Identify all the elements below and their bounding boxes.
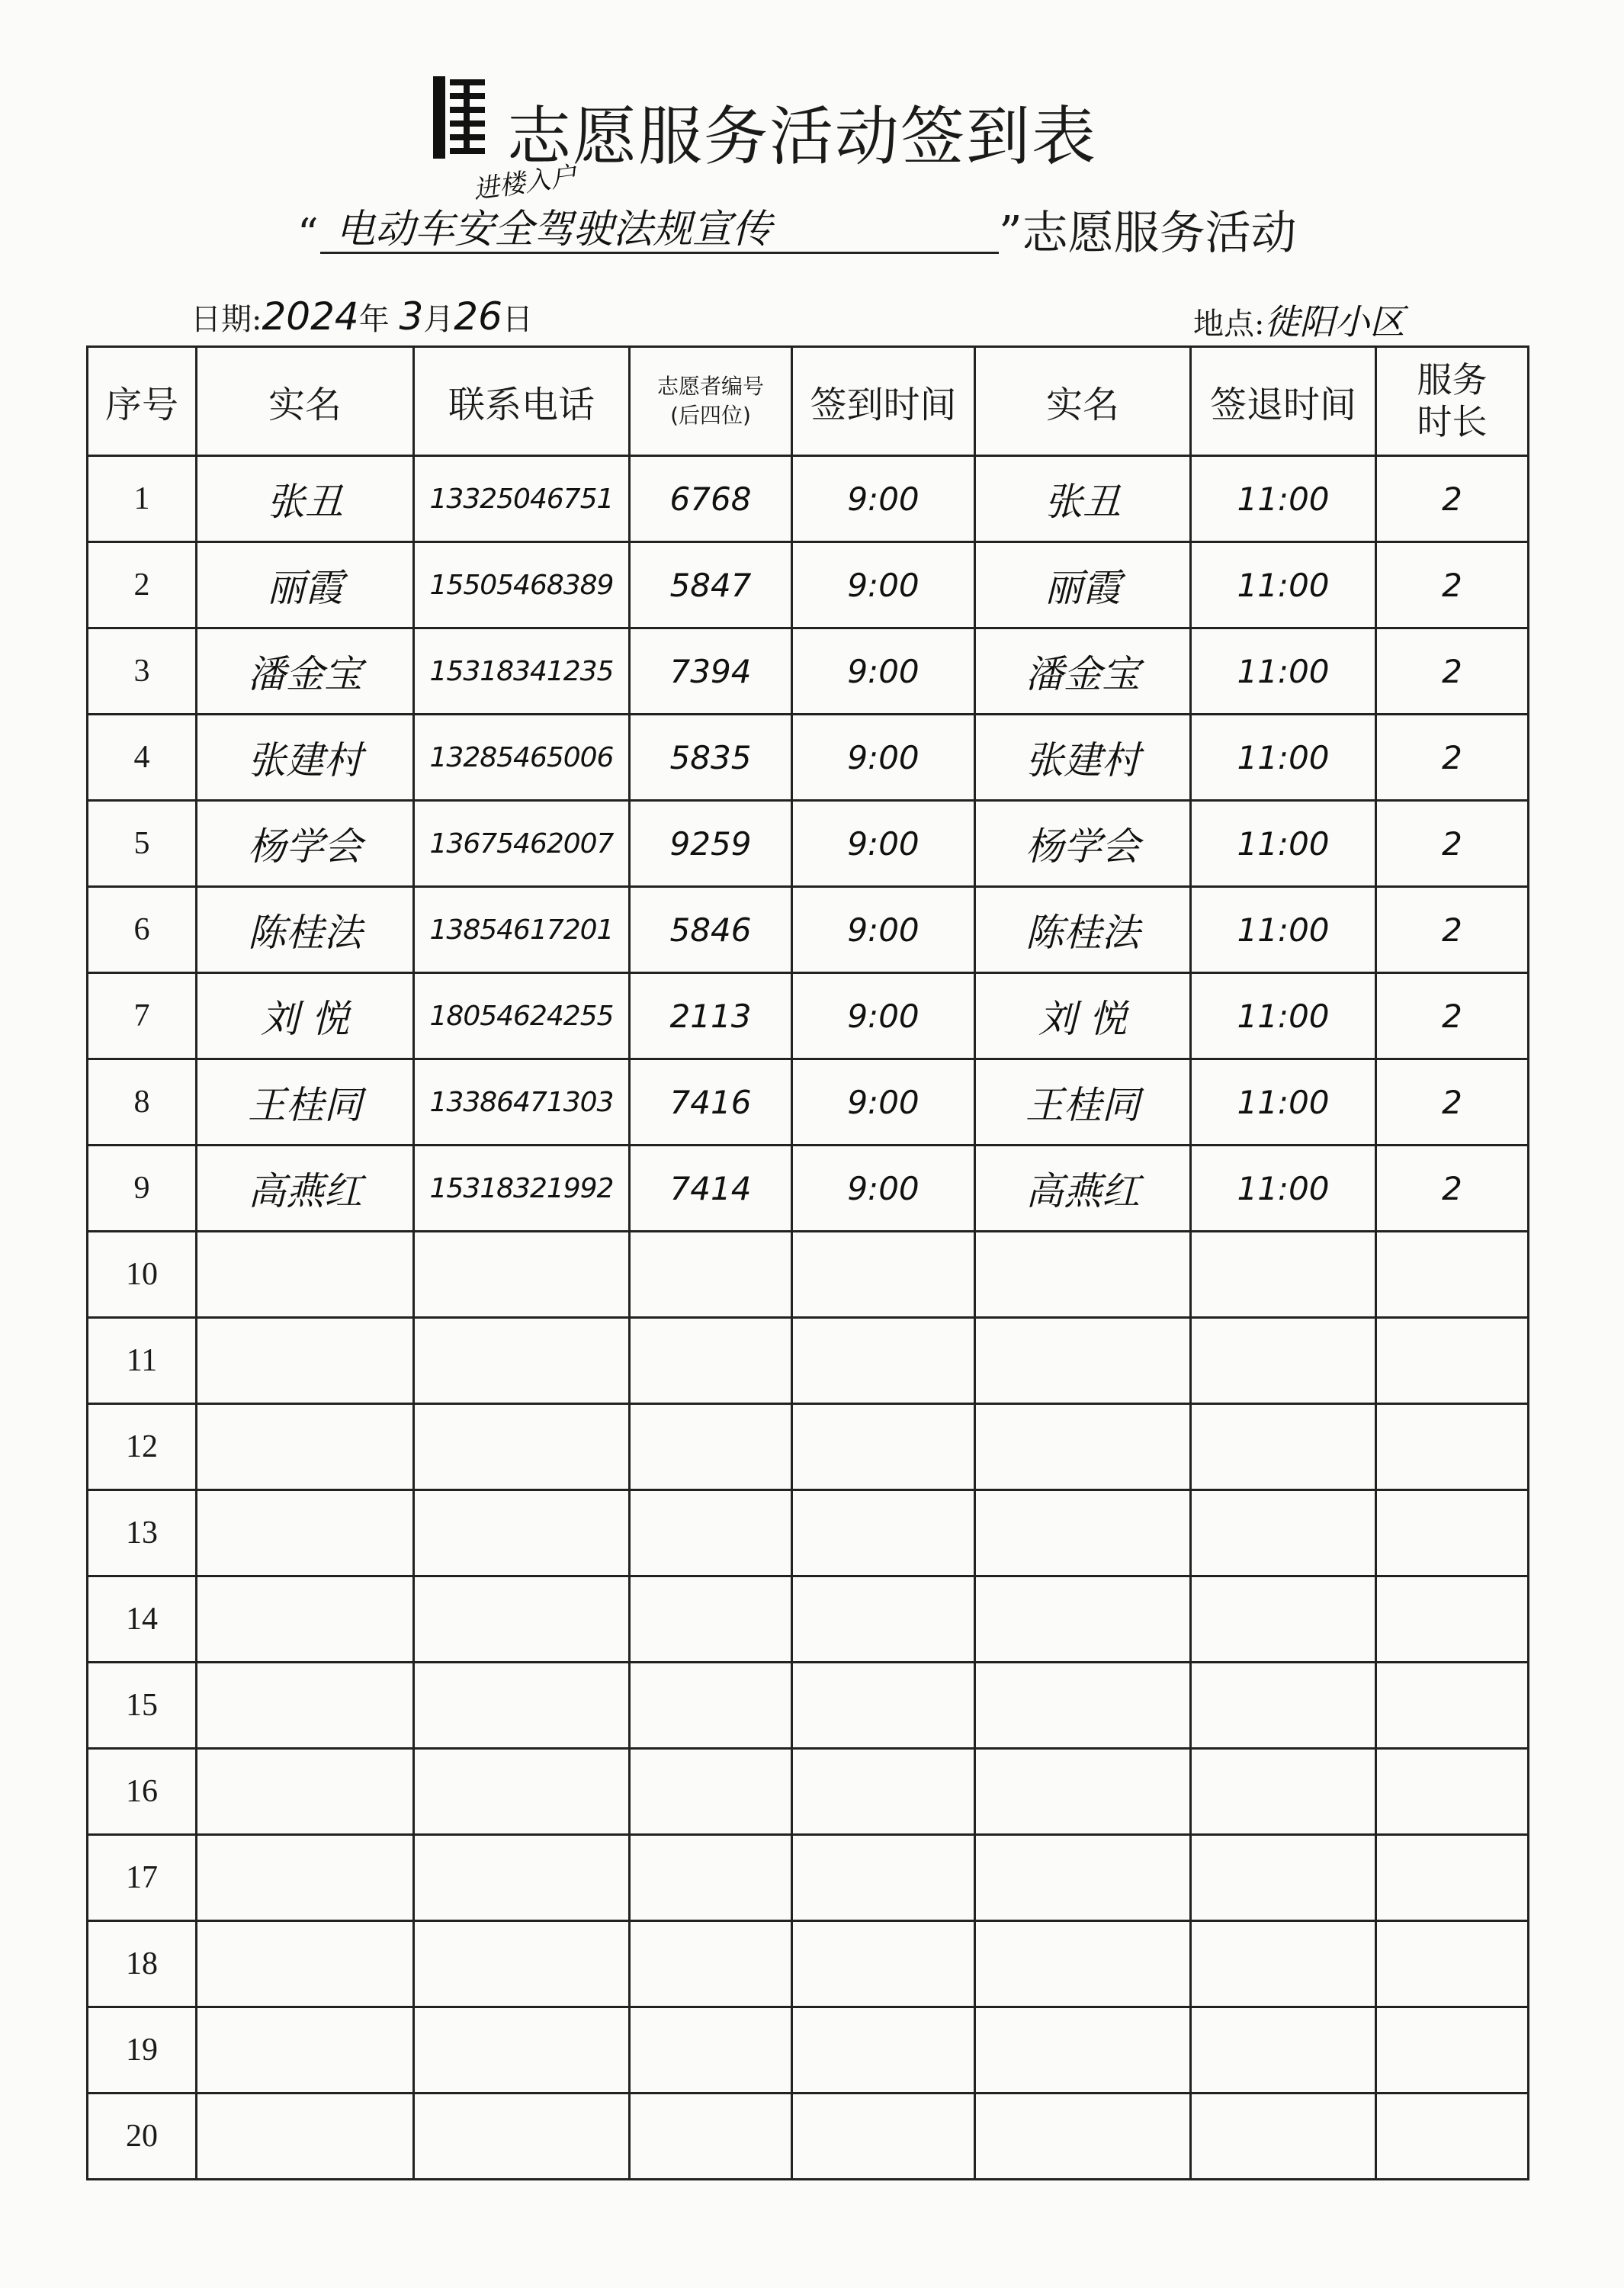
- table-header-row: [88, 347, 1529, 456]
- cell-phone: [414, 1490, 630, 1576]
- cell-name: [197, 1318, 414, 1404]
- cell-name: 杨学会: [197, 801, 414, 887]
- cell-phone: 15318321992: [414, 1146, 630, 1232]
- cell-name: [197, 2094, 414, 2180]
- cell-sign-in-time: 9:00: [792, 1059, 975, 1146]
- cell-sign-in-time: [792, 1232, 975, 1318]
- cell-sign-in-time: [792, 1663, 975, 1749]
- cell-name: [197, 1749, 414, 1835]
- header-volunteer-id-line2: (后四位): [670, 403, 751, 428]
- cell-sign-out-time: [1191, 1318, 1376, 1404]
- cell-duration: [1376, 1663, 1529, 1749]
- row-index: 14: [88, 1576, 197, 1663]
- cell-phone: 13325046751: [414, 456, 630, 542]
- cell-name-out: [975, 1663, 1191, 1749]
- row-index: 9: [88, 1146, 197, 1232]
- cell-sign-in-time: [792, 1835, 975, 1921]
- row-index: 5: [88, 801, 197, 887]
- activity-suffix: ”志愿服务活动: [999, 207, 1297, 260]
- date-day-unit: 日: [502, 302, 533, 337]
- header-duration-line1: 服务: [1417, 358, 1488, 400]
- cell-duration: [1376, 2094, 1529, 2180]
- cell-duration: 2: [1376, 628, 1529, 715]
- row-index: 12: [88, 1404, 197, 1490]
- activity-underline: [320, 252, 999, 254]
- cell-duration: 2: [1376, 456, 1529, 542]
- cell-sign-in-time: 9:00: [792, 456, 975, 542]
- row-index: 2: [88, 542, 197, 628]
- cell-duration: 2: [1376, 1059, 1529, 1146]
- row-index: 3: [88, 628, 197, 715]
- date-day: 26: [454, 294, 502, 339]
- cell-name: [197, 1835, 414, 1921]
- cell-volunteer-id: 6768: [630, 456, 792, 542]
- cell-sign-out-time: [1191, 1490, 1376, 1576]
- cell-phone: [414, 1404, 630, 1490]
- header-name: 实名: [197, 347, 414, 456]
- cell-sign-out-time: 11:00: [1191, 715, 1376, 801]
- cell-sign-in-time: [792, 1490, 975, 1576]
- cell-sign-in-time: 9:00: [792, 1146, 975, 1232]
- cell-name-out: 张丑: [975, 456, 1191, 542]
- table-row: [88, 801, 1529, 887]
- cell-volunteer-id: 7416: [630, 1059, 792, 1146]
- cell-name: 潘金宝: [197, 628, 414, 715]
- cell-sign-out-time: [1191, 1921, 1376, 2007]
- cell-name: [197, 1490, 414, 1576]
- cell-name-out: [975, 1576, 1191, 1663]
- row-index: 7: [88, 973, 197, 1059]
- table-row: [88, 1318, 1529, 1404]
- cell-volunteer-id: [630, 1404, 792, 1490]
- cell-duration: [1376, 1490, 1529, 1576]
- cell-duration: 2: [1376, 1146, 1529, 1232]
- cell-name: 张建村: [197, 715, 414, 801]
- cell-phone: [414, 1835, 630, 1921]
- location-label: 地点:: [1193, 307, 1265, 342]
- cell-name-out: 潘金宝: [975, 628, 1191, 715]
- row-index: 6: [88, 887, 197, 973]
- cell-volunteer-id: [630, 2094, 792, 2180]
- cell-phone: 13386471303: [414, 1059, 630, 1146]
- page-title: 志愿服务活动签到表: [507, 99, 1098, 174]
- table-row: [88, 2007, 1529, 2094]
- cell-phone: [414, 2094, 630, 2180]
- location-field: [1193, 294, 1404, 345]
- cell-sign-out-time: [1191, 2094, 1376, 2180]
- row-index: 13: [88, 1490, 197, 1576]
- row-index: 17: [88, 1835, 197, 1921]
- cell-sign-out-time: 11:00: [1191, 456, 1376, 542]
- cell-name: 陈桂法: [197, 887, 414, 973]
- table-row: [88, 628, 1529, 715]
- cell-phone: 13854617201: [414, 887, 630, 973]
- cell-sign-in-time: [792, 1749, 975, 1835]
- cell-phone: [414, 1663, 630, 1749]
- cell-sign-out-time: [1191, 1576, 1376, 1663]
- date-label: 日期:: [191, 302, 262, 337]
- header-phone: 联系电话: [414, 347, 630, 456]
- table-row: [88, 1835, 1529, 1921]
- cell-sign-in-time: [792, 1921, 975, 2007]
- table-row: [88, 2094, 1529, 2180]
- volunteer-logo-icon: [433, 76, 488, 159]
- cell-phone: [414, 1921, 630, 2007]
- cell-sign-out-time: 11:00: [1191, 973, 1376, 1059]
- header-sign-in-time: 签到时间: [792, 347, 975, 456]
- row-index: 10: [88, 1232, 197, 1318]
- table-row: [88, 1146, 1529, 1232]
- table-row: [88, 1404, 1529, 1490]
- cell-volunteer-id: 5835: [630, 715, 792, 801]
- table-row: [88, 715, 1529, 801]
- cell-name-out: [975, 1921, 1191, 2007]
- activity-open-quote: “: [297, 210, 319, 258]
- table-row: [88, 1232, 1529, 1318]
- cell-sign-in-time: [792, 1576, 975, 1663]
- cell-sign-out-time: 11:00: [1191, 1059, 1376, 1146]
- cell-phone: 13285465006: [414, 715, 630, 801]
- cell-name: [197, 1576, 414, 1663]
- cell-phone: 13675462007: [414, 801, 630, 887]
- cell-volunteer-id: [630, 1835, 792, 1921]
- cell-sign-in-time: [792, 2094, 975, 2180]
- table-row: [88, 1059, 1529, 1146]
- cell-name-out: [975, 1490, 1191, 1576]
- cell-duration: [1376, 1835, 1529, 1921]
- activity-name: 电动车安全驾驶法规宣传: [335, 207, 772, 252]
- cell-name: 丽霞: [197, 542, 414, 628]
- cell-sign-in-time: [792, 2007, 975, 2094]
- cell-name-out: [975, 1404, 1191, 1490]
- cell-volunteer-id: [630, 1749, 792, 1835]
- location-value: 徙阳小区: [1264, 301, 1405, 342]
- cell-volunteer-id: [630, 1663, 792, 1749]
- cell-duration: 2: [1376, 887, 1529, 973]
- cell-sign-out-time: 11:00: [1191, 628, 1376, 715]
- cell-volunteer-id: 7414: [630, 1146, 792, 1232]
- table-row: [88, 1749, 1529, 1835]
- cell-volunteer-id: [630, 1232, 792, 1318]
- cell-name: [197, 1232, 414, 1318]
- cell-sign-out-time: [1191, 1663, 1376, 1749]
- cell-phone: [414, 1232, 630, 1318]
- cell-sign-out-time: 11:00: [1191, 801, 1376, 887]
- date-year-unit: 年: [358, 302, 390, 337]
- cell-name: 王桂同: [197, 1059, 414, 1146]
- cell-name-out: [975, 1749, 1191, 1835]
- cell-duration: [1376, 1232, 1529, 1318]
- cell-phone: 15318341235: [414, 628, 630, 715]
- cell-sign-out-time: 11:00: [1191, 1146, 1376, 1232]
- cell-phone: [414, 1318, 630, 1404]
- table-row: [88, 1921, 1529, 2007]
- cell-name-out: [975, 2094, 1191, 2180]
- cell-sign-out-time: [1191, 1232, 1376, 1318]
- cell-name: [197, 1663, 414, 1749]
- cell-name: [197, 2007, 414, 2094]
- cell-name: 高燕红: [197, 1146, 414, 1232]
- cell-name-out: [975, 2007, 1191, 2094]
- cell-sign-out-time: [1191, 1404, 1376, 1490]
- date-month: 3: [399, 294, 424, 339]
- cell-sign-out-time: 11:00: [1191, 542, 1376, 628]
- cell-sign-out-time: [1191, 1835, 1376, 1921]
- date-field: [191, 294, 533, 339]
- cell-volunteer-id: [630, 1490, 792, 1576]
- row-index: 16: [88, 1749, 197, 1835]
- table-row: [88, 973, 1529, 1059]
- header-duration-line2: 时长: [1417, 401, 1488, 442]
- cell-volunteer-id: 7394: [630, 628, 792, 715]
- header-name-out: 实名: [975, 347, 1191, 456]
- cell-sign-in-time: [792, 1404, 975, 1490]
- cell-phone: 18054624255: [414, 973, 630, 1059]
- header-volunteer-id-line1: 志愿者编号: [656, 374, 764, 400]
- cell-phone: 15505468389: [414, 542, 630, 628]
- cell-sign-in-time: 9:00: [792, 715, 975, 801]
- cell-duration: [1376, 1404, 1529, 1490]
- cell-name-out: 陈桂法: [975, 887, 1191, 973]
- header-sign-out-time: 签退时间: [1191, 347, 1376, 456]
- row-index: 8: [88, 1059, 197, 1146]
- table-row: [88, 542, 1529, 628]
- cell-duration: [1376, 1749, 1529, 1835]
- cell-name: [197, 1404, 414, 1490]
- cell-phone: [414, 2007, 630, 2094]
- cell-volunteer-id: [630, 1318, 792, 1404]
- row-index: 19: [88, 2007, 197, 2094]
- cell-name-out: [975, 1318, 1191, 1404]
- cell-duration: [1376, 1576, 1529, 1663]
- row-index: 18: [88, 1921, 197, 2007]
- cell-name: [197, 1921, 414, 2007]
- table-row: [88, 887, 1529, 973]
- cell-name-out: [975, 1835, 1191, 1921]
- cell-name-out: 张建村: [975, 715, 1191, 801]
- row-index: 20: [88, 2094, 197, 2180]
- header-duration: [1376, 347, 1529, 456]
- cell-volunteer-id: 5846: [630, 887, 792, 973]
- header-index: 序号: [88, 347, 197, 456]
- cell-volunteer-id: 5847: [630, 542, 792, 628]
- cell-duration: [1376, 1921, 1529, 2007]
- cell-duration: 2: [1376, 973, 1529, 1059]
- cell-sign-out-time: [1191, 1749, 1376, 1835]
- cell-sign-in-time: 9:00: [792, 628, 975, 715]
- cell-duration: [1376, 2007, 1529, 2094]
- cell-name: 张丑: [197, 456, 414, 542]
- table-row: [88, 1663, 1529, 1749]
- cell-phone: [414, 1749, 630, 1835]
- cell-name-out: 高燕红: [975, 1146, 1191, 1232]
- cell-volunteer-id: [630, 2007, 792, 2094]
- cell-duration: 2: [1376, 542, 1529, 628]
- cell-sign-in-time: 9:00: [792, 801, 975, 887]
- cell-name: 刘 悦: [197, 973, 414, 1059]
- row-index: 11: [88, 1318, 197, 1404]
- cell-sign-in-time: 9:00: [792, 973, 975, 1059]
- cell-volunteer-id: 2113: [630, 973, 792, 1059]
- table-row: [88, 456, 1529, 542]
- table-row: [88, 1490, 1529, 1576]
- cell-name-out: 丽霞: [975, 542, 1191, 628]
- cell-phone: [414, 1576, 630, 1663]
- activity-note: 进楼入户: [471, 160, 579, 206]
- row-index: 4: [88, 715, 197, 801]
- date-month-unit: 月: [423, 302, 454, 337]
- cell-volunteer-id: [630, 1921, 792, 2007]
- cell-duration: [1376, 1318, 1529, 1404]
- cell-sign-in-time: 9:00: [792, 542, 975, 628]
- cell-sign-in-time: 9:00: [792, 887, 975, 973]
- cell-duration: 2: [1376, 715, 1529, 801]
- cell-sign-out-time: 11:00: [1191, 887, 1376, 973]
- cell-name-out: 杨学会: [975, 801, 1191, 887]
- cell-volunteer-id: [630, 1576, 792, 1663]
- cell-sign-in-time: [792, 1318, 975, 1404]
- header-volunteer-id: [630, 347, 792, 456]
- row-index: 1: [88, 456, 197, 542]
- cell-name-out: [975, 1232, 1191, 1318]
- cell-duration: 2: [1376, 801, 1529, 887]
- row-index: 15: [88, 1663, 197, 1749]
- cell-volunteer-id: 9259: [630, 801, 792, 887]
- table-row: [88, 1576, 1529, 1663]
- cell-sign-out-time: [1191, 2007, 1376, 2094]
- cell-name-out: 刘 悦: [975, 973, 1191, 1059]
- sign-in-table: [86, 345, 1529, 2180]
- cell-name-out: 王桂同: [975, 1059, 1191, 1146]
- date-year: 2024: [262, 294, 359, 339]
